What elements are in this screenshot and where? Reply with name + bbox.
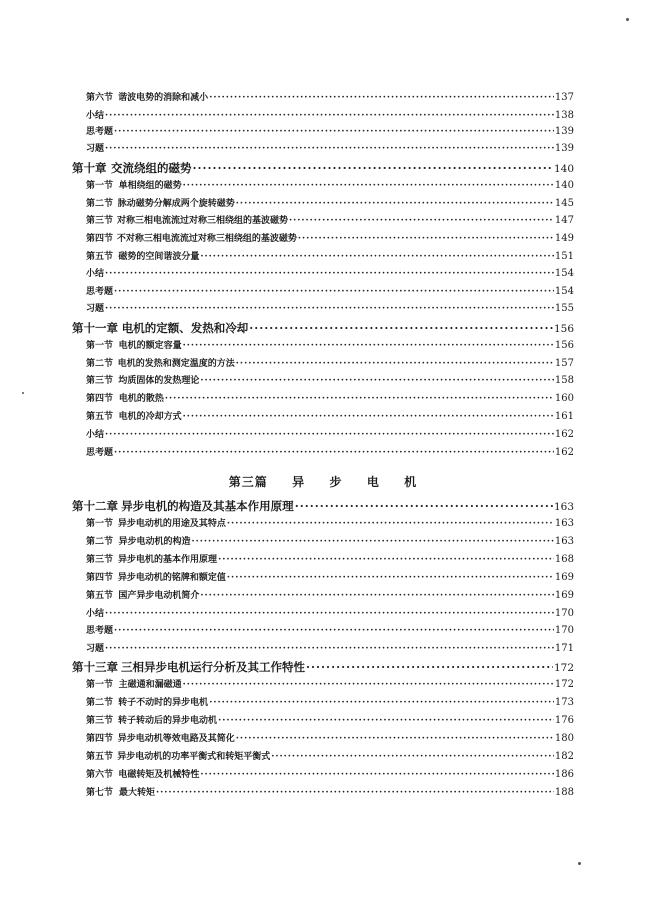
toc-entry-title: 异步电动机等效电路及其简化 [117,734,235,744]
toc-entry-page-number: 161 [554,411,574,422]
toc-entry-number: 第一节 [86,680,114,690]
toc-entry-number: 第二节 [86,199,114,209]
toc-entry-title: 对称三相电流流过对称三相绕组的基波磁势 [116,216,288,226]
toc-entry-number: 第三节 [86,716,114,726]
toc-section-entry [86,375,574,387]
toc-section-entry [86,429,574,441]
toc-section-entry [86,358,574,370]
toc-section-entry [86,625,574,637]
toc-entry-number: 第七节 [86,788,114,798]
dot-leader [249,322,553,335]
toc-entry-title: 均质固体的发热理论 [118,376,200,386]
toc-entry-page-number: 147 [554,215,574,226]
dot-leader [227,573,554,584]
toc-entry-page-number: 157 [554,358,574,369]
toc-entry-title: 转子转动后的异步电动机 [118,716,218,726]
toc-section-entry [86,751,574,763]
toc-entry-page-number: 188 [554,787,574,798]
toc-entry-page-number: 168 [554,554,574,565]
toc-entry-title: 异步电机的构造及其基本作用原理 [121,499,294,513]
toc-entry-number: 第十三章 [72,660,118,674]
dot-leader [298,234,554,245]
dot-leader [236,734,554,745]
toc-entry-number: 小结 [86,111,105,121]
toc-entry-page-number: 156 [554,340,574,351]
toc-entry-number: 思考题 [86,127,114,137]
toc-entry-title: 电机的定额、发热和冷却 [121,321,249,335]
toc-entry-number: 第六节 [86,770,114,780]
dot-leader [183,680,554,691]
dot-leader [183,341,554,352]
toc-section-entry [86,143,574,155]
toc-section-entry [86,110,574,122]
toc-entry-page-number: 169 [554,572,574,583]
toc-entry-page-number: 170 [554,625,574,636]
toc-entry-page-number: 151 [554,251,574,262]
dot-leader [200,770,554,781]
toc-entry-page-number: 140 [553,163,574,175]
toc-entry-title: 异步电动机的铭牌和额定值 [117,573,226,583]
toc-entry-page-number: 170 [554,608,574,619]
toc-entry-page-number: 176 [554,715,574,726]
toc-entry-number: 第四节 [86,734,114,744]
toc-entry-title: 不对称三相电流流过对称三相绕组的基波磁势 [116,234,297,244]
toc-chapter-entry [72,322,574,336]
dot-leader [105,269,554,280]
toc-entry-number: 思考题 [86,626,114,636]
toc-chapter-entry [72,500,574,514]
toc-section-entry [86,92,574,104]
toc-chapter-entry [72,162,574,176]
dot-leader [105,644,554,655]
toc-entry-page-number: 139 [554,143,574,154]
toc-entry-title: 交流绕组的磁势 [110,161,192,175]
toc-entry-title: 电磁转矩及机械特性 [118,770,200,780]
toc-section-entry [86,233,574,245]
toc-entry-number: 第四节 [86,394,114,404]
toc-section-entry [86,733,574,745]
toc-entry-title: 电机的额定容量 [118,341,182,351]
part-number: 第三篇 [228,475,268,489]
toc-entry-page-number: 154 [554,268,574,279]
toc-section-entry [86,411,574,423]
dot-leader [183,412,554,423]
dot-leader [114,626,554,637]
toc-entry-number: 第三节 [86,555,114,565]
scan-speck [22,392,24,394]
toc-section-entry [86,608,574,620]
dot-leader [289,216,554,227]
toc-entry-page-number: 155 [554,303,574,314]
toc-entry-title: 三相异步电机运行分析及其工作特性 [121,660,306,674]
toc-entry-title: 异步电动机的用途及其特点 [117,519,226,529]
toc-entry-page-number: 186 [554,769,574,780]
toc-entry-page-number: 162 [554,447,574,458]
toc-section-entry [86,697,574,709]
toc-entry-number: 第四节 [86,573,114,583]
toc-entry-page-number: 158 [554,375,574,386]
toc-entry-number: 第六节 [86,93,114,103]
toc-entry-number: 第五节 [86,591,114,601]
dot-leader [105,144,554,155]
dot-leader [200,252,554,263]
toc-entry-page-number: 137 [554,92,574,103]
toc-section-entry [86,554,574,566]
toc-entry-title: 磁势的空间谐波分量 [118,252,200,262]
toc-entry-title: 异步电动机的构造 [118,537,191,547]
toc-entry-number: 思考题 [86,448,114,458]
part-title-char: 异 [292,475,306,489]
toc-section-entry [86,268,574,280]
toc-entry-title: 异步电动机的功率平衡式和转矩平衡式 [117,752,271,762]
scan-speck [626,18,629,21]
dot-leader [191,537,553,548]
toc-chapter-entry [72,661,574,675]
dot-leader [236,199,554,210]
toc-entry-number: 第二节 [86,698,114,708]
toc-entry-number: 小结 [86,430,105,440]
toc-section-entry [86,180,574,192]
toc-entry-number: 第十一章 [72,321,118,335]
toc-entry-number: 第三节 [86,376,114,386]
toc-section-entry [86,198,574,210]
dot-leader [192,162,553,175]
toc-entry-page-number: 171 [554,643,574,654]
dot-leader [114,287,554,298]
toc-entry-page-number: 180 [554,733,574,744]
toc-entry-title: 异步电机的基本作用原理 [118,555,218,565]
toc-entry-number: 小结 [86,609,105,619]
scan-speck [578,862,581,865]
toc-entry-page-number: 149 [554,233,574,244]
dot-leader [200,591,554,602]
dot-leader [271,752,554,763]
dot-leader [306,661,553,674]
toc-entry-page-number: 163 [553,501,574,513]
toc-section-entry [86,215,574,227]
toc-entry-number: 第十章 [72,161,107,175]
toc-entry-page-number: 145 [554,198,574,209]
toc-section-entry [86,126,574,138]
part-title-char: 机 [404,475,418,489]
dot-leader [105,609,554,620]
toc-entry-number: 第三节 [86,216,114,226]
dot-leader [114,127,554,138]
toc-section-entry [86,447,574,459]
toc-entry-title: 脉动磁势分解成两个旋转磁势 [117,199,235,209]
dot-leader [105,111,554,122]
toc-entry-page-number: 172 [554,679,574,690]
toc-entry-page-number: 172 [553,662,574,674]
toc-entry-title: 最大转矩 [118,788,155,798]
toc-section-entry [86,251,574,263]
dot-leader [183,181,554,192]
toc-section-entry [86,643,574,655]
toc-entry-title: 转子不动时的异步电机 [118,698,209,708]
toc-entry-title: 主磁通和漏磁通 [118,680,182,690]
toc-entry-page-number: 182 [554,751,574,762]
toc-entry-page-number: 156 [553,323,574,335]
toc-entry-number: 习题 [86,144,105,154]
part-title-char: 电 [366,475,380,489]
toc-entry-page-number: 169 [554,590,574,601]
toc-entry-number: 小结 [86,269,105,279]
toc-entry-page-number: 154 [554,286,574,297]
dot-leader [295,500,553,513]
dot-leader [105,304,554,315]
dot-leader [227,519,554,530]
toc-entry-page-number: 162 [554,429,574,440]
toc-entry-page-number: 160 [554,393,574,404]
toc-section-entry [86,679,574,691]
toc-section-entry [86,769,574,781]
toc-entry-number: 习题 [86,644,105,654]
toc-entry-title: 电机的散热 [118,394,164,404]
toc-entry-number: 第一节 [86,181,114,191]
dot-leader [209,93,554,104]
toc-entry-page-number: 140 [554,180,574,191]
dot-leader [105,430,554,441]
toc-entry-number: 第四节 [86,234,114,244]
toc-entry-number: 第一节 [86,519,114,529]
toc-section-entry [86,518,574,530]
toc-section-entry [86,787,574,799]
toc-entry-page-number: 173 [554,697,574,708]
toc-entry-number: 第二节 [86,537,114,547]
toc-entry-title: 国产异步电动机简介 [118,591,200,601]
toc-entry-number: 第一节 [86,341,114,351]
part-heading [200,473,446,490]
part-title-char: 步 [329,475,343,489]
toc-section-entry [86,590,574,602]
toc-section-entry [86,715,574,727]
toc-entry-number: 习题 [86,304,105,314]
toc-section-entry [86,572,574,584]
toc-entry-page-number: 163 [554,518,574,529]
dot-leader [218,555,554,566]
toc-section-entry [86,286,574,298]
toc-entry-number: 思考题 [86,287,114,297]
toc-section-entry [86,303,574,315]
toc-section-entry [86,340,574,352]
dot-leader [200,376,554,387]
dot-leader [218,716,554,727]
dot-leader [165,394,554,405]
toc-entry-page-number: 138 [554,110,574,121]
toc-entry-page-number: 139 [554,126,574,137]
toc-entry-number: 第十二章 [72,499,118,513]
toc-entry-number: 第五节 [86,752,114,762]
toc-entry-number: 第五节 [86,412,114,422]
toc-entry-number: 第二节 [86,359,114,369]
toc-entry-number: 第五节 [86,252,114,262]
dot-leader [209,698,554,709]
toc-entry-title: 单相绕组的磁势 [118,181,182,191]
toc-entry-title: 谐波电势的消除和减小 [118,93,209,103]
toc-section-entry [86,536,574,548]
toc-section-entry [86,393,574,405]
dot-leader [114,448,554,459]
toc-entry-page-number: 163 [554,536,574,547]
toc-entry-title: 电机的发热和测定温度的方法 [117,359,235,369]
toc-entry-title: 电机的冷却方式 [118,412,182,422]
dot-leader [236,359,554,370]
dot-leader [156,788,554,799]
